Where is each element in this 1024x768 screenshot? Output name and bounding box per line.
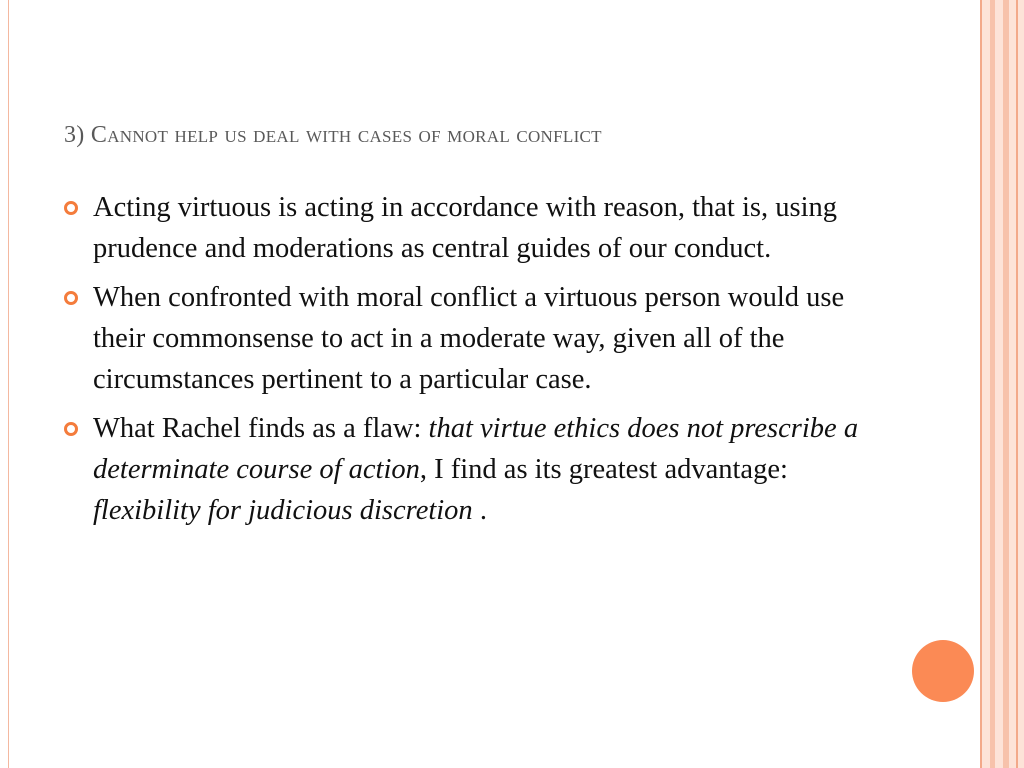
right-stripe	[990, 0, 995, 768]
bullet-item	[64, 277, 864, 400]
bullet-italic-text: flexibility for judicious discretion	[93, 495, 473, 526]
bullet-item	[64, 408, 864, 531]
bullet-text: Acting virtuous is acting in accordance with reason, that is, using prudence and moderations as central guides of our conduct.	[93, 192, 837, 264]
bullet-icon	[64, 291, 78, 305]
bullet-item	[64, 187, 864, 269]
bullet-text: When confronted with moral conflict a virtuous person would use their commonsense to act in a moderate way, given all of the circumstances pertinent to a particular case.	[93, 282, 845, 395]
bullet-icon	[64, 422, 78, 436]
right-stripe	[1003, 0, 1009, 768]
right-stripe	[980, 0, 982, 768]
bullet-text: , I find as its greatest advantage:	[419, 454, 788, 485]
bullet-icon	[64, 201, 78, 215]
left-border-line	[8, 0, 9, 768]
slide-title: 3) Cannot help us deal with cases of moral conflict	[64, 122, 602, 148]
bullet-list	[64, 187, 864, 539]
bullet-text: .	[472, 495, 487, 526]
bullet-italic-text: that virtue ethics does not prescribe a determinate course of action	[93, 413, 859, 485]
right-stripe	[1016, 0, 1018, 768]
bullet-text: What Rachel finds as a flaw:	[93, 413, 429, 444]
decorative-circle	[912, 640, 974, 702]
